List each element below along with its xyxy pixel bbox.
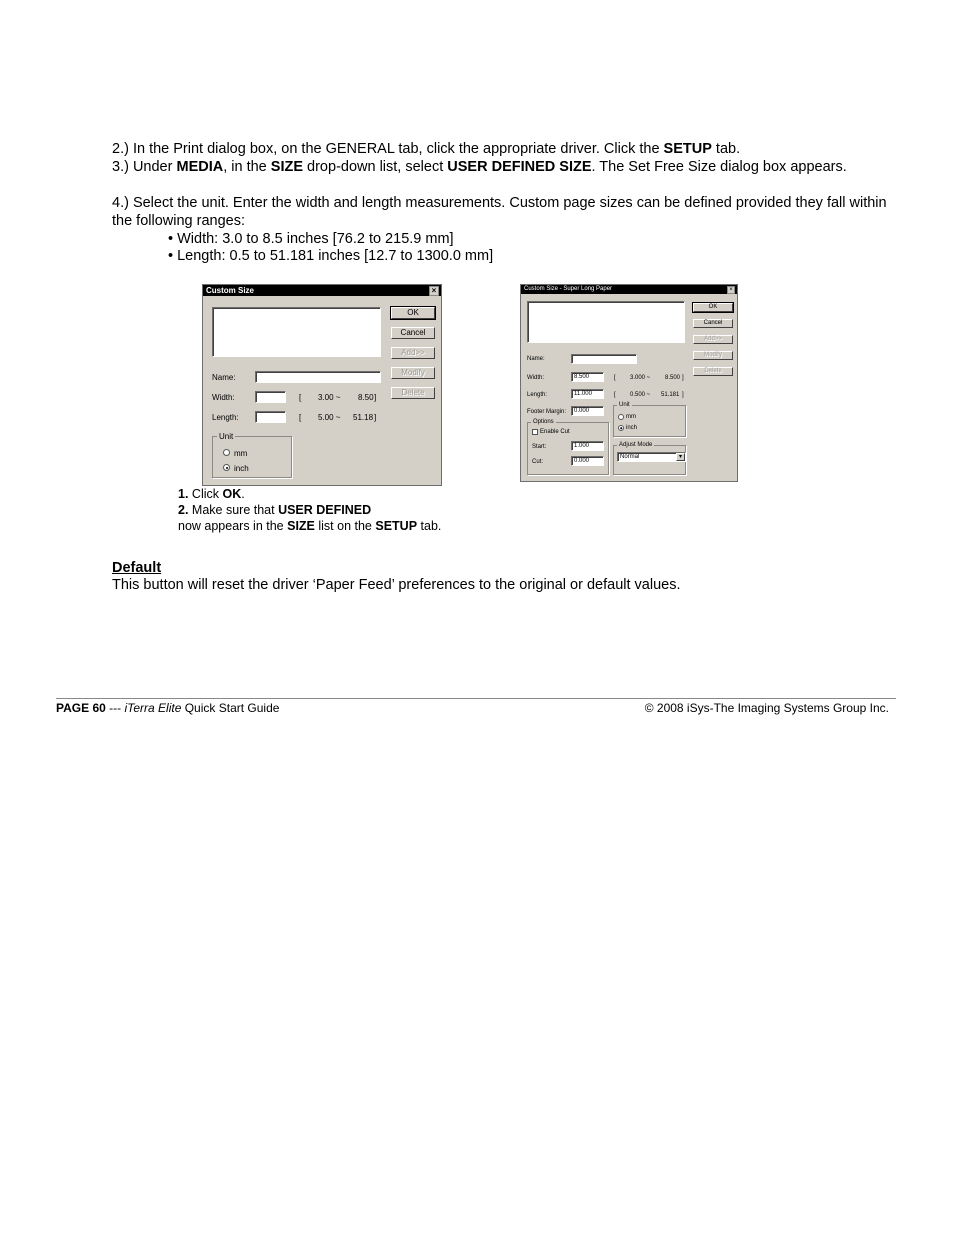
- step-4: [112, 194, 892, 230]
- size-list[interactable]: [527, 301, 685, 343]
- length-range-min: 5.00 ~: [318, 413, 341, 422]
- step-3-text-a: 3.) Under: [112, 159, 177, 175]
- caption-line-1: [178, 486, 245, 502]
- close-icon[interactable]: ×: [727, 286, 735, 294]
- name-label: Name:: [527, 356, 545, 362]
- unit-inch-label: inch: [234, 464, 249, 473]
- start-label: Start:: [532, 444, 547, 450]
- enable-cut-label: Enable Cut: [540, 429, 570, 435]
- delete-button[interactable]: Delete: [391, 387, 435, 399]
- length-range-min: 0.500 ~: [630, 392, 651, 398]
- ok-button[interactable]: OK: [391, 307, 435, 319]
- bullet-width: • Width: 3.0 to 8.5 inches [76.2 to 215.9 mm]: [168, 231, 454, 247]
- close-icon[interactable]: ×: [429, 286, 439, 296]
- width-range-open: [: [299, 393, 302, 402]
- dialog-title: Custom Size: [206, 286, 255, 295]
- width-label: Width:: [212, 393, 235, 402]
- unit-group-label: Unit: [619, 402, 630, 408]
- unit-group-label: Unit: [219, 432, 234, 441]
- caption-ok: OK: [222, 487, 242, 501]
- caption-step-1-text: Click: [188, 487, 223, 501]
- name-label: Name:: [212, 373, 236, 382]
- unit-mm-label: mm: [234, 449, 248, 458]
- step-3-media: MEDIA: [176, 159, 224, 175]
- caption-step-2-text: Make sure that: [188, 503, 279, 517]
- step-3-text-b: , in the: [223, 159, 271, 175]
- caption-user-defined: USER DEFINED: [278, 503, 372, 517]
- footer-separator: ---: [105, 701, 125, 715]
- caption-step-1-num: 1.: [178, 487, 189, 501]
- unit-group: [613, 402, 686, 437]
- default-description: This button will reset the driver ‘Paper Feed’ preferences to the original or default values.: [112, 577, 681, 593]
- adjust-mode-label: Adjust Mode: [619, 442, 653, 448]
- length-range-max: 51.18: [353, 413, 374, 422]
- name-field[interactable]: [255, 371, 381, 383]
- length-label: Length:: [212, 413, 239, 422]
- ok-button[interactable]: OK: [693, 303, 733, 312]
- unit-inch-radio[interactable]: [223, 464, 230, 471]
- delete-button[interactable]: Delete: [693, 367, 733, 376]
- width-range-close: ]: [682, 375, 684, 381]
- bullet-length: • Length: 0.5 to 51.181 inches [12.7 to 1300.0 mm]: [168, 248, 494, 264]
- length-field[interactable]: 11.000: [571, 389, 604, 399]
- step-3-size: SIZE: [270, 159, 304, 175]
- caption-step-1-end: .: [241, 487, 245, 501]
- step-2-text-b: tab.: [711, 141, 741, 157]
- unit-mm-label: mm: [626, 414, 636, 420]
- unit-inch-label: inch: [626, 425, 638, 431]
- caption-line-3-a: now appears in the: [178, 519, 288, 533]
- footer-margin-label: Footer Margin:: [527, 409, 567, 415]
- name-field[interactable]: [571, 354, 637, 364]
- modify-button[interactable]: Modify: [693, 351, 733, 360]
- add-button[interactable]: Add>>: [693, 335, 733, 344]
- footer-divider: [56, 698, 896, 699]
- step-3-user-defined: USER DEFINED SIZE: [447, 159, 592, 175]
- length-field[interactable]: [255, 411, 286, 423]
- dialog-title: Custom Size - Super Long Paper: [524, 286, 613, 292]
- step-2: [112, 140, 892, 158]
- caption-line-2: [178, 502, 371, 518]
- footer-page-info: [56, 701, 279, 715]
- options-group-label: Options: [533, 419, 554, 425]
- caption-line-3-b: list on the: [314, 519, 376, 533]
- unit-mm-radio[interactable]: [223, 449, 230, 456]
- adjust-mode-group: [613, 442, 686, 475]
- caption-setup: SETUP: [375, 519, 418, 533]
- width-range-close: ]: [374, 393, 377, 402]
- width-field[interactable]: 8.500: [571, 372, 604, 382]
- add-button[interactable]: Add>>: [391, 347, 435, 359]
- cancel-button[interactable]: Cancel: [391, 327, 435, 339]
- unit-group: [212, 432, 292, 478]
- width-label: Width:: [527, 375, 545, 381]
- length-range-close: ]: [374, 413, 377, 422]
- product-name: iTerra Elite: [124, 701, 182, 715]
- width-field[interactable]: [255, 391, 286, 403]
- length-label: Length:: [527, 392, 548, 398]
- cut-field[interactable]: 0.000: [571, 456, 604, 466]
- length-range-close: ]: [682, 392, 684, 398]
- width-range-max: 8.500: [665, 375, 681, 381]
- cancel-button[interactable]: Cancel: [693, 319, 733, 328]
- step-3: [112, 158, 892, 176]
- start-field[interactable]: 1.000: [571, 441, 604, 451]
- caption-line-3-c: tab.: [417, 519, 442, 533]
- dialog-title-bar: [521, 285, 737, 294]
- step-3-text-d: . The Set Free Size dialog box appears.: [591, 159, 847, 175]
- step-3-text-c: drop-down list, select: [303, 159, 448, 175]
- super-long-paper-dialog: [520, 284, 738, 482]
- unit-mm-radio[interactable]: [618, 414, 624, 420]
- custom-size-dialog: [202, 284, 442, 486]
- length-range-max: 51.181: [661, 392, 680, 398]
- step-2-text-a: 2.) In the Print dialog box, on the GENERAL tab, click the appropriate driver. Click the: [112, 141, 664, 157]
- width-range-open: [: [614, 375, 616, 381]
- adjust-mode-select[interactable]: Normal: [617, 452, 686, 462]
- page-number: PAGE 60: [56, 701, 106, 715]
- width-range-min: 3.000 ~: [630, 375, 651, 381]
- width-range-min: 3.00 ~: [318, 393, 341, 402]
- cut-label: Cut:: [532, 459, 544, 465]
- copyright: © 2008 iSys-The Imaging Systems Group Inc.: [644, 701, 889, 715]
- chevron-down-icon[interactable]: ▾: [676, 453, 685, 461]
- dialog-title-bar: [203, 285, 441, 296]
- size-list[interactable]: [212, 307, 381, 357]
- guide-name: Quick Start Guide: [181, 701, 280, 715]
- caption-size: SIZE: [287, 519, 315, 533]
- step-2-setup: SETUP: [663, 141, 712, 157]
- caption-step-2-num: 2.: [178, 503, 189, 517]
- footer-margin-field[interactable]: 0.000: [571, 406, 604, 416]
- step-4-text: 4.) Select the unit. Enter the width and length measurements. Custom page sizes can be defined provided they fall within the following ranges:: [112, 195, 887, 229]
- default-heading: Default: [112, 560, 162, 576]
- caption-line-3: [178, 518, 441, 534]
- width-range-max: 8.50: [358, 393, 374, 402]
- length-range-open: [: [299, 413, 302, 422]
- enable-cut-checkbox[interactable]: [532, 429, 538, 435]
- unit-inch-radio[interactable]: [618, 425, 624, 431]
- modify-button[interactable]: Modify: [391, 367, 435, 379]
- length-range-open: [: [614, 392, 616, 398]
- options-group: [527, 419, 609, 475]
